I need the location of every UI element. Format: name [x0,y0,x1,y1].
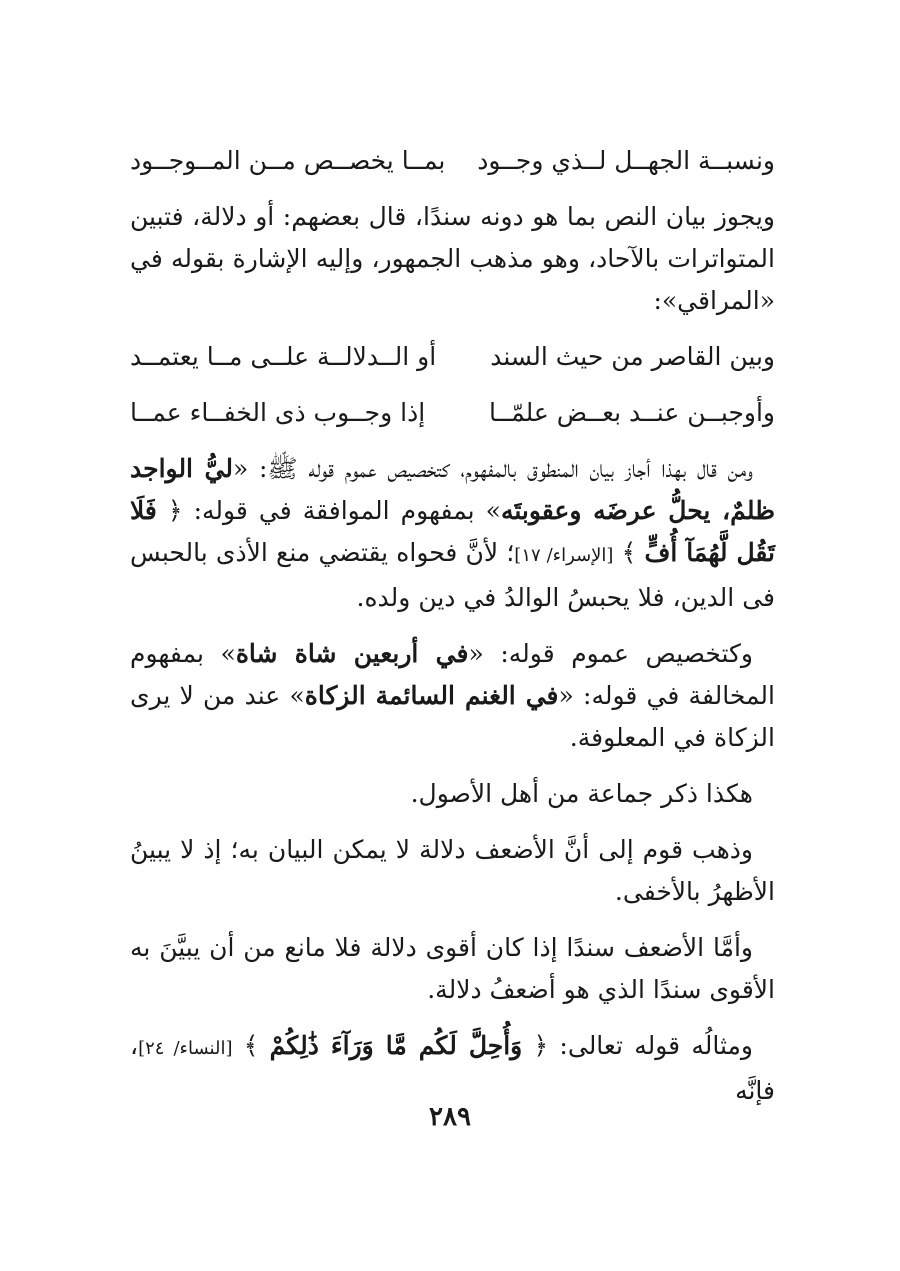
paragraph [130,829,775,913]
paragraph-text: ومثالُه قوله تعالى: ﴿ [522,1031,753,1060]
poem-verse [130,336,775,378]
paragraph-text: » عند من لا يرى الزكاة في المعلوفة. [130,681,775,752]
poem-verse [130,140,775,182]
paragraph [130,633,775,759]
verse-second-hemistich: إذا وجــوب ذى الخفــاء عمــا [130,398,426,427]
paragraph-text: وكتخصيص عموم قوله: « [468,639,754,668]
hadith-quote: في الغنم السائمة الزكاة [304,681,559,710]
verse-first-hemistich: وبين القاصر من حيث السند [490,342,775,371]
quran-reference: [الإسراء/ ١٧] [514,545,614,566]
paragraph [130,1025,775,1112]
hadith-quote: ليُّ الواجد ظلمٌ، يحلُّ عرضَه وعقوبتَه [130,454,775,525]
paragraph-text: ؛ لأنَّ فحواه يقتضي منع الأذى بالحبس فى الدين، فلا يحبسُ الوالدُ في دين ولده. [130,538,775,612]
verse-second-hemistich: أو الــدلالــة علــى مــا يعتمــد [130,342,437,371]
paragraph-text: وأمَّا الأضعف سندًا إذا كان أقوى دلالة فلا مانع من أن يبيَّنَ به الأقوى سندًا الذي هو أضعفُ دلالة. [130,933,775,1004]
quran-reference: [النساء/ ٢٤] [138,1038,233,1059]
paragraph-text: » بمفهوم الموافقة في قوله: ﴿ [156,496,501,525]
paragraph-text: وذهب قوم إلى أنَّ الأضعف دلالة لا يمكن البيان به؛ إذ لا يبينُ الأظهرُ بالأخفى. [130,835,775,906]
quran-quote: وَأُحِلَّ لَكُم مَّا وَرَآءَ ذَٰلِكُمْ [269,1031,523,1060]
paragraph [130,927,775,1011]
paragraph-text: » بمفهوم المخالفة في قوله: « [130,639,775,710]
paragraph [130,448,775,619]
paragraph-text: ، فإنَّه [130,1031,775,1105]
page-body [130,140,775,1126]
paragraph-text: ﴾ [232,1031,270,1060]
paragraph [130,773,775,815]
paragraph-text: هكذا ذكر جماعة من أهل الأصول. [410,779,753,808]
verse-first-hemistich: ونسبــة الجهــل لــذي وجــود [477,146,775,175]
paragraph-text: ﴾ [613,538,645,567]
paragraph-text: ومن قال بهذا أجاز بيان المنطوق بالمفهوم، كتخصيص عموم قوله ﷺ: « [232,454,753,483]
paragraph [130,196,775,322]
poem-verse [130,392,775,434]
quran-quote: فَلَا تَقُل لَّهُمَآ أُفٍّ [130,496,775,567]
verse-first-hemistich: وأوجبــن عنــد بعــض علمّــا [488,398,775,427]
hadith-quote: في أربعين شاة شاة [235,639,469,668]
page-number: ٢٨٩ [429,1102,471,1132]
verse-second-hemistich: بمــا يخصــص مــن المــوجــود [130,146,446,175]
paragraph-text: ويجوز بيان النص بما هو دونه سندًا، قال بعضهم: أو دلالة، فتبين المتواترات بالآحاد، وهو مذهب الجمهور، وإليه الإشارة بقوله في «المراقي»: [130,202,775,315]
